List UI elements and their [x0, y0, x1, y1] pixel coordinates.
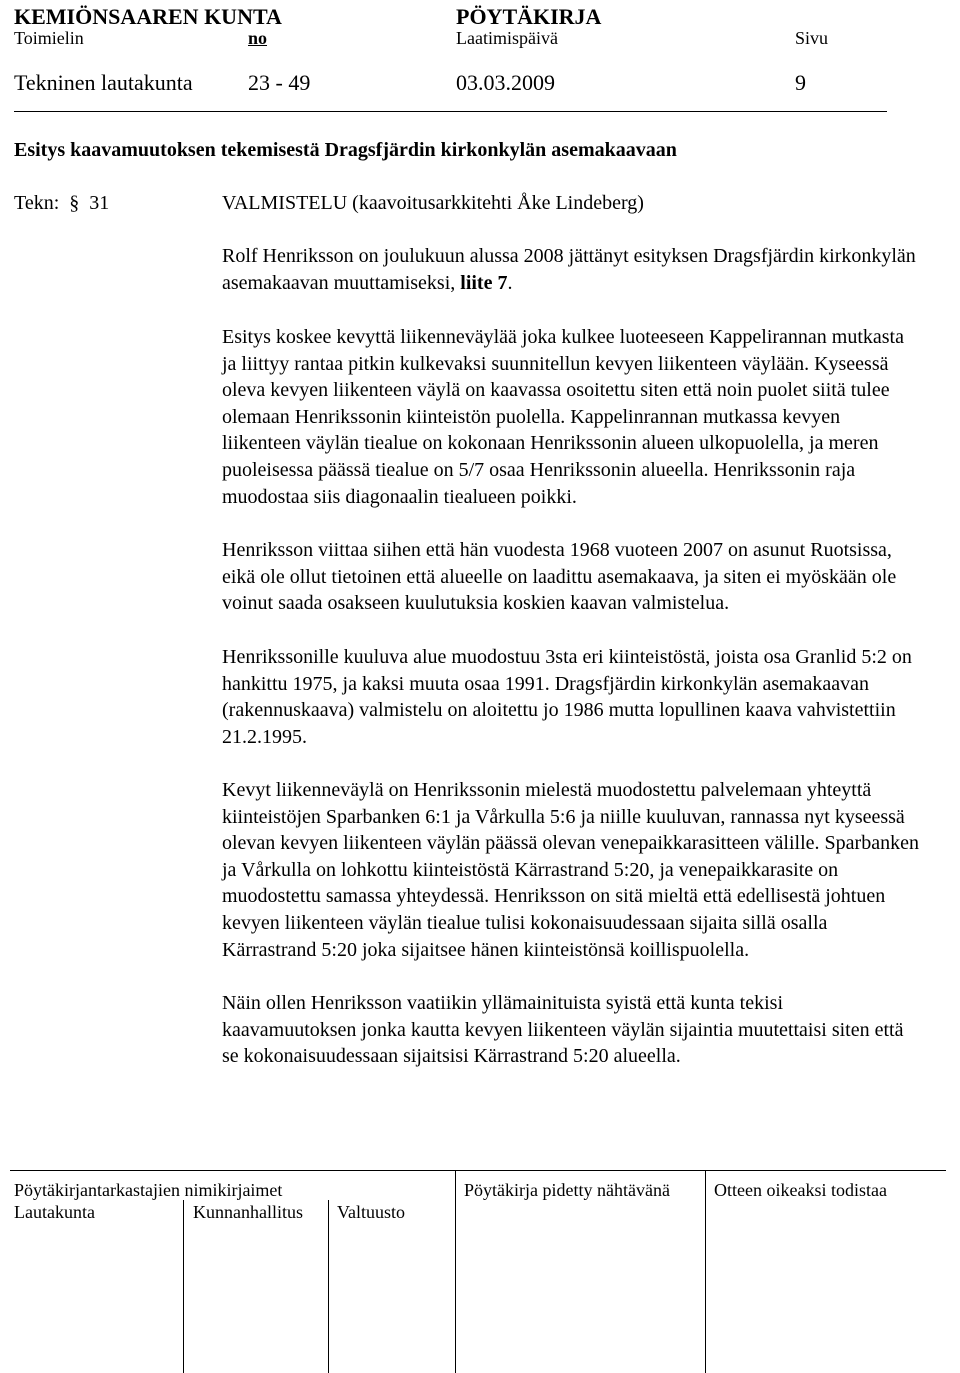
document-title: Esitys kaavamuutoksen tekemisestä Dragsfjärdin kirkonkylän asemakaavaan [14, 139, 677, 161]
paragraph-line: Rolf Henriksson on joulukuun alussa 2008 jättänyt esityksen Dragsfjärdin kirkonkylän [222, 245, 916, 267]
initials-label: Pöytäkirjantarkastajien nimikirjaimet [14, 1180, 283, 1200]
paragraph-line: hankittu 1975, ja kaksi muuta osaa 1991. Dragsfjärdin kirkonkylän asemakaavan [222, 672, 870, 695]
footer-column-divider [705, 1170, 706, 1373]
initials-board-label: Lautakunta [14, 1202, 95, 1222]
paragraph-line: puoleisessa päässä tiealue on 5/7 osaa Henrikssonin alueella. Henrikssonin raja [222, 458, 856, 481]
paragraph-line: se kokonaisuudessaan sijaitsisi Kärrastrand 5:20 alueella. [222, 1045, 681, 1068]
paragraph-line: Kärrastrand 5:20 joka sijaitsee hänen kiinteistönsä koillispuolella. [222, 938, 750, 961]
footer-column-divider [328, 1200, 329, 1373]
body-value: Tekninen lautakunta [14, 70, 193, 95]
date-label: Laatimispäivä [456, 28, 558, 48]
paragraph [222, 777, 919, 963]
paragraph-line: liikenteen väylän tiealue on kokonaan Henrikssonin alueen ulkopuolella, ja meren [222, 432, 879, 455]
paragraph-line: kaavamuutoksen jonka kautta kevyen liikenteen väylän sijaintia muutettaisi siten että [222, 1018, 904, 1041]
section-heading: VALMISTELU (kaavoitusarkkitehti Åke Lindeberg) [222, 192, 644, 214]
paragraph-text: asemakaavan muuttamiseksi, [222, 271, 461, 294]
paragraph-line: Näin ollen Henriksson vaatiikin yllämainituista syistä että kunta tekisi [222, 992, 784, 1014]
paragraph-line: Henrikssonille kuuluva alue muodostuu 3sta eri kiinteistöstä, joista osa Granlid 5:2 on [222, 646, 912, 668]
footer-column-divider [455, 1170, 456, 1373]
paragraph [222, 243, 916, 296]
paragraph-line: oleva kevyen liikenteen väylä on kaavassa osoitettu siten että noin puolet siitä tulee [222, 379, 890, 402]
paragraph-line: kiinteistöjen Sparbanken 6:1 ja Vårkulla 5:6 ja niille kuuluvan, rannassa nyt kyseessä [222, 805, 905, 828]
page-label: Sivu [795, 28, 829, 48]
paragraph-line: olemaan Henrikssonin kiinteistön puolella. Kappelinrannan mutkassa kevyen [222, 405, 841, 428]
paragraph-line: Kevyt liikenneväylä on Henrikssonin mielestä muodostettu palvelemaan yhteyttä [222, 779, 872, 801]
document-type: PÖYTÄKIRJA [456, 4, 602, 29]
paragraph [222, 324, 904, 510]
certified-label: Otteen oikeaksi todistaa [714, 1180, 887, 1200]
paragraph [222, 644, 912, 750]
footer-column-divider [183, 1200, 184, 1373]
paragraph-line [222, 270, 916, 297]
initials-council-board-label: Kunnanhallitus [193, 1202, 303, 1222]
organization-name: KEMIÖNSAAREN KUNTA [14, 4, 282, 29]
header-divider [14, 111, 887, 112]
paragraph [222, 537, 896, 617]
number-value: 23 - 49 [248, 70, 311, 95]
paragraph-line: (rakennuskaava) valmistelu on aloitettu jo 1986 mutta lopullinen kaava vahvistettiin [222, 699, 896, 722]
number-label: no [248, 28, 268, 48]
paragraph-line: olevan kevyen liikenteen väylän päässä olevan venepaikkarasitteen välille. Sparbanken [222, 832, 919, 855]
paragraph-line: muodostaa siis diagonaalin tiealueen poikki. [222, 485, 577, 508]
page-number: 9 [795, 70, 806, 95]
attachment-reference: liite 7 [460, 271, 508, 294]
paragraph-line: ja Vårkulla on lohkottu kiinteistöstä Kärrastrand 5:20, ja venepaikkarasite on [222, 858, 839, 881]
paragraph-line: ja liittyy rantaa pitkin kulkevaksi suunnitellun kevyen liikenteen väylään. Kyseessä [222, 352, 889, 375]
paragraph-line: voinut saada osakseen kuulutuksia koskien kaavan valmistelua. [222, 592, 730, 615]
paragraph [222, 990, 903, 1070]
initials-council-label: Valtuusto [337, 1202, 406, 1222]
paragraph-line: Esitys koskee kevyttä liikenneväylää joka kulkee luoteeseen Kappelirannan mutkasta [222, 326, 904, 348]
paragraph-line: muodostettu samassa yhteydessä. Henriksson on sitä mieltä että edellisestä johtuen [222, 885, 886, 908]
paragraph-text: . [507, 271, 513, 294]
footer-divider [10, 1170, 946, 1171]
body-label: Toimielin [14, 28, 84, 48]
public-display-label: Pöytäkirja pidetty nähtävänä [464, 1180, 670, 1200]
paragraph-line: eikä ole ollut tietoinen että alueelle on laadittu asemakaava, ja siten ei myöskään ole [222, 565, 897, 588]
date-value: 03.03.2009 [456, 70, 555, 95]
paragraph-line: Henriksson viittaa siihen että hän vuodesta 1968 vuoteen 2007 on asunut Ruotsissa, [222, 539, 892, 561]
section-reference: Tekn: § 31 [14, 192, 110, 214]
paragraph-line: kevyen liikenteen väylän tiealue tulisi kokonaisuudessaan sijaita sillä osalla [222, 911, 828, 934]
paragraph-line: 21.2.1995. [222, 725, 307, 748]
